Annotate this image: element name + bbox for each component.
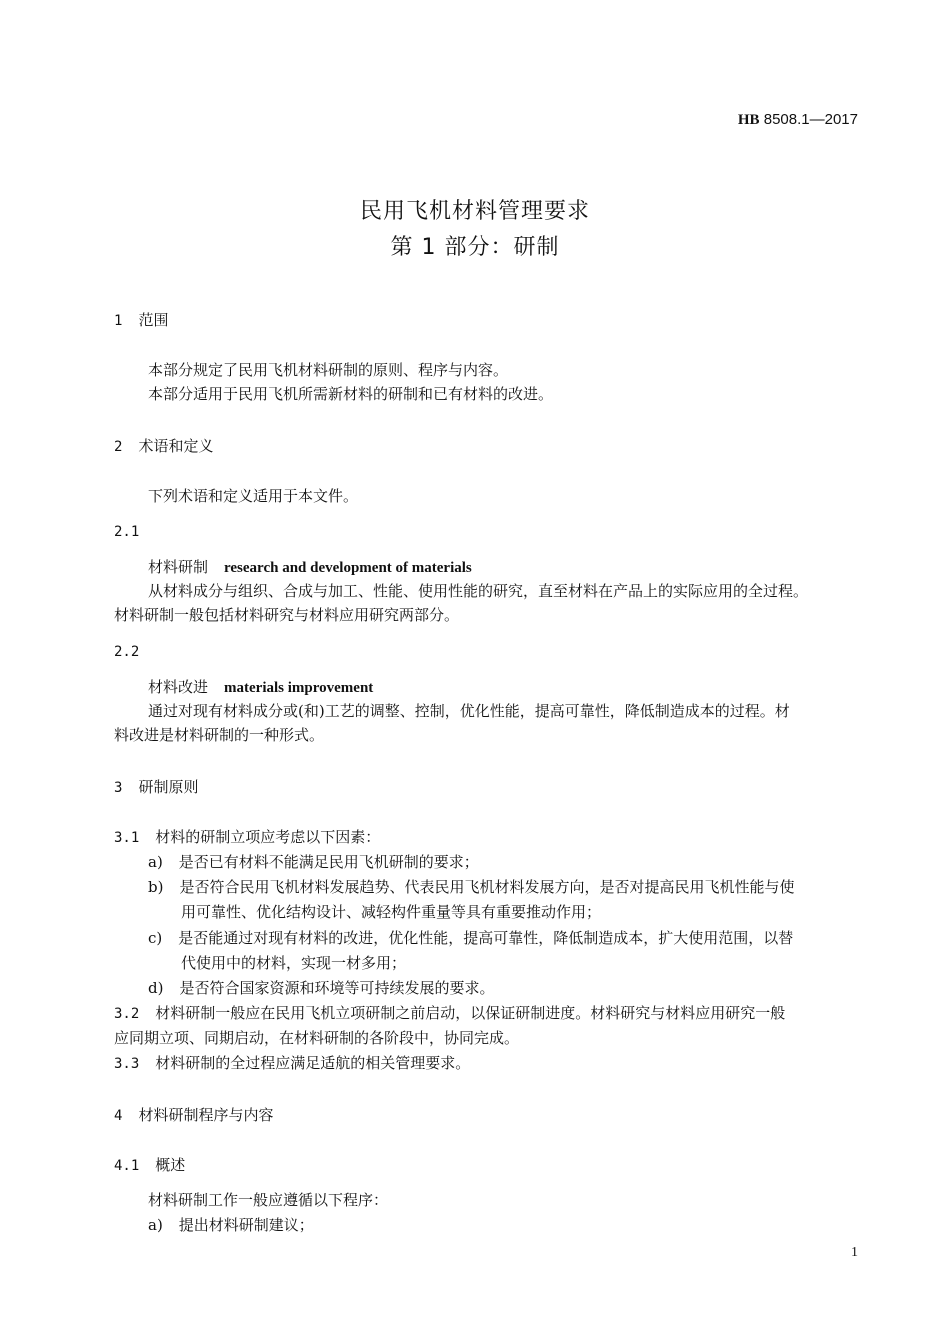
term-number: 2.1 bbox=[114, 524, 140, 540]
list-label: c) bbox=[148, 929, 163, 947]
term-definition: 通过对现有材料成分或(和)工艺的调整、控制，优化性能，提高可靠性，降低制造成本的过程。材 bbox=[148, 702, 790, 720]
list-item bbox=[148, 875, 794, 899]
section-2-heading bbox=[114, 434, 213, 459]
clause-text: 材料研制一般应在民用飞机立项研制之前启动，以保证研制进度。材料研究与材料应用研究一般 bbox=[155, 1004, 786, 1022]
section-title: 研制原则 bbox=[138, 778, 199, 796]
clause-4-1-heading bbox=[114, 1153, 185, 1178]
clause-text: 材料研制的全过程应满足适航的相关管理要求。 bbox=[155, 1054, 471, 1072]
standard-prefix: HB bbox=[737, 112, 760, 128]
clause-number: 3.1 bbox=[114, 830, 140, 846]
term-english: materials improvement bbox=[224, 680, 374, 696]
list-text: 是否符合国家资源和环境等可持续发展的要求。 bbox=[179, 979, 495, 997]
clause-number: 3.2 bbox=[114, 1006, 140, 1022]
section-4-heading bbox=[114, 1103, 273, 1128]
paragraph: 本部分适用于民用飞机所需新材料的研制和已有材料的改进。 bbox=[148, 385, 554, 403]
clause-3-3 bbox=[114, 1051, 470, 1076]
list-text-continuation: 用可靠性、优化结构设计、减轻构件重量等具有重要推动作用； bbox=[181, 903, 602, 921]
list-label: a) bbox=[148, 853, 163, 871]
term-heading bbox=[148, 675, 373, 700]
list-label: a) bbox=[148, 1216, 163, 1234]
list-text: 是否能通过对现有材料的改进，优化性能，提高可靠性，降低制造成本，扩大使用范围，以替 bbox=[178, 929, 794, 947]
paragraph: 材料研制工作一般应遵循以下程序： bbox=[148, 1191, 389, 1209]
section-number: 4 bbox=[114, 1108, 123, 1124]
clause-number: 3.3 bbox=[114, 1056, 140, 1072]
clause-title: 概述 bbox=[155, 1156, 186, 1174]
section-title: 范围 bbox=[138, 311, 169, 329]
list-text: 提出材料研制建议； bbox=[178, 1216, 314, 1234]
clause-text-continuation: 应同期立项、同期启动，在材料研制的各阶段中，协同完成。 bbox=[114, 1029, 520, 1047]
list-label: d) bbox=[148, 979, 164, 997]
list-text-continuation: 代使用中的材料，实现一材多用； bbox=[181, 954, 407, 972]
document-title: 民用飞机材料管理要求 bbox=[359, 199, 590, 224]
paragraph: 本部分规定了民用飞机材料研制的原则、程序与内容。 bbox=[148, 361, 509, 379]
term-definition: 从材料成分与组织、合成与加工、性能、使用性能的研究，直至材料在产品上的实际应用的全过程。 bbox=[148, 582, 809, 600]
term-definition: 料改进是材料研制的一种形式。 bbox=[114, 726, 325, 744]
list-label: b) bbox=[148, 878, 164, 896]
section-title: 材料研制程序与内容 bbox=[138, 1106, 274, 1124]
list-item bbox=[148, 976, 494, 1000]
standard-number: 8508.1—2017 bbox=[759, 111, 858, 128]
section-1-heading bbox=[114, 308, 168, 333]
term-number: 2.2 bbox=[114, 644, 140, 660]
clause-3-2 bbox=[114, 1001, 785, 1026]
paragraph: 下列术语和定义适用于本文件。 bbox=[148, 487, 359, 505]
clause-number: 4.1 bbox=[114, 1158, 140, 1174]
list-text: 是否已有材料不能满足民用飞机研制的要求； bbox=[178, 853, 479, 871]
list-item bbox=[148, 850, 479, 874]
section-title: 术语和定义 bbox=[138, 437, 214, 455]
list-item bbox=[148, 1213, 314, 1237]
term-english: research and development of materials bbox=[224, 560, 472, 576]
section-number: 3 bbox=[114, 780, 123, 796]
term-definition: 材料研制一般包括材料研究与材料应用研究两部分。 bbox=[114, 606, 460, 624]
list-item bbox=[148, 926, 793, 950]
section-number: 2 bbox=[114, 439, 123, 455]
standard-code bbox=[738, 111, 858, 129]
document-subtitle: 第 1 部分：研制 bbox=[390, 235, 560, 260]
page-number: 1 bbox=[851, 1245, 858, 1260]
clause-3-1 bbox=[114, 825, 380, 850]
term-name: 材料改进 bbox=[148, 678, 209, 696]
list-text: 是否符合民用飞机材料发展趋势、代表民用飞机材料发展方向，是否对提高民用飞机性能与使 bbox=[179, 878, 795, 896]
clause-text: 材料的研制立项应考虑以下因素： bbox=[155, 828, 381, 846]
term-name: 材料研制 bbox=[148, 558, 209, 576]
term-heading bbox=[148, 555, 472, 580]
section-3-heading bbox=[114, 775, 198, 800]
section-number: 1 bbox=[114, 313, 123, 329]
